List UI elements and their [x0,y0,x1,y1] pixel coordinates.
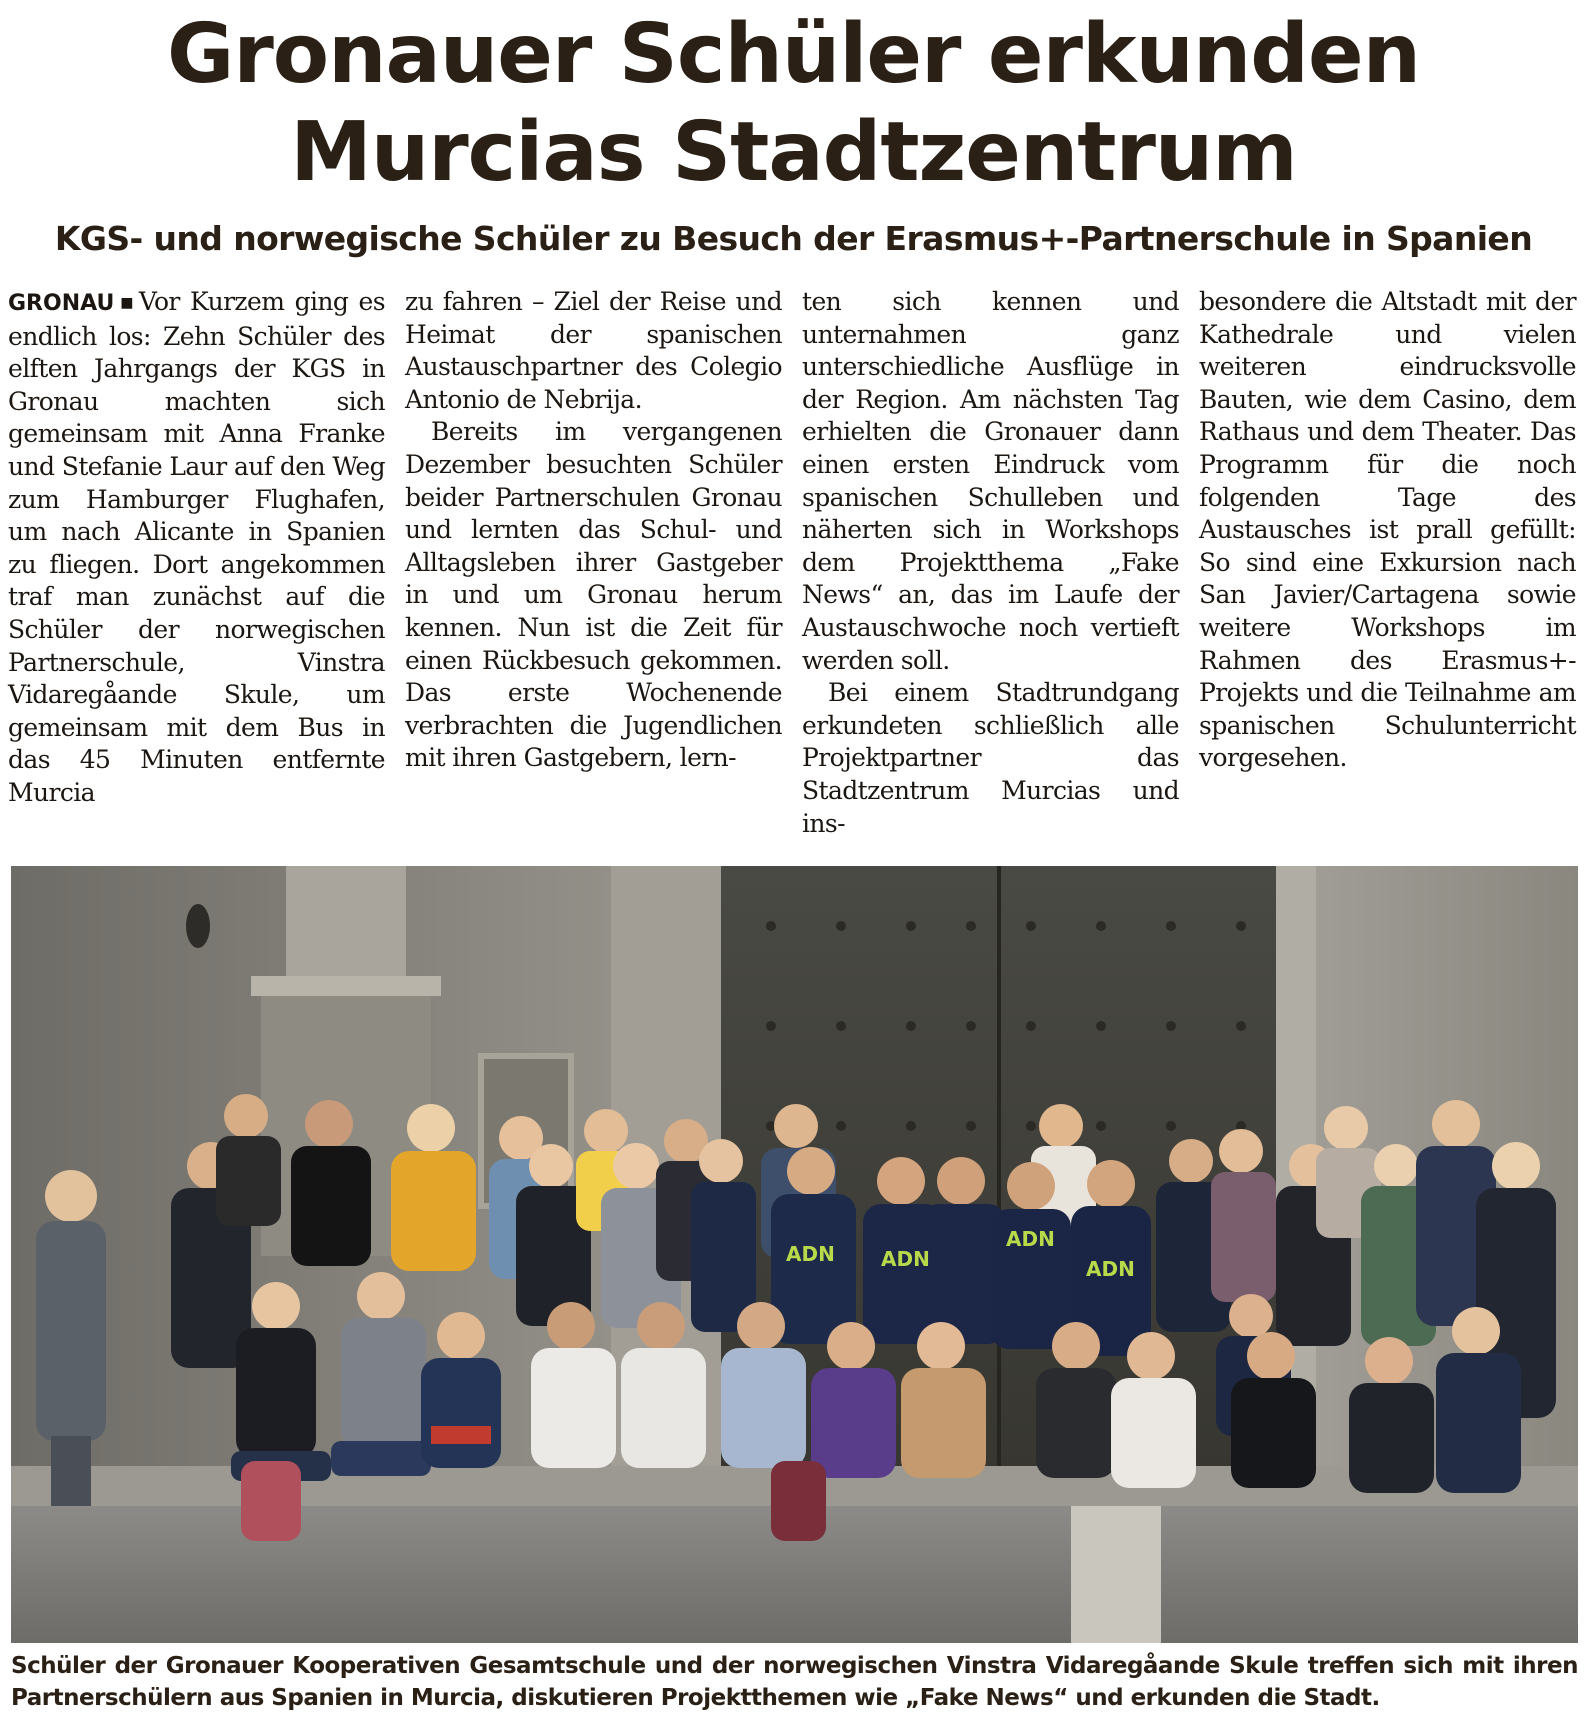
headline-line-2: Murcias Stadtzentrum [290,105,1297,200]
group-photo-illustration [11,866,1578,1643]
headline [0,6,1587,202]
column-base [251,976,441,996]
marble-strip [1071,1506,1161,1643]
shirt-print-text: ADN [1086,1257,1135,1281]
article-column-2 [405,286,782,806]
article-column-3 [802,286,1179,838]
headline-line-1: Gronauer Schüler erkunden [167,7,1420,102]
article-body [8,286,1578,838]
paragraph: besondere die Altstadt mit der Kathedrale und vielen weiteren eindrucksvolle Bauten, wie dem Casino, dem Rathaus und dem Theater. Das Programm für die noch folgenden Tage des Austausches ist prall gefüllt: So sind eine Exkursion nach San Javier/Cartagena sowie weitere Workshops im Rahmen des Erasmus+-Projekts und die Teilnahme am spanischen Schulunterricht vorgesehen. [1199,287,1576,773]
dateline: GRONAU [8,291,115,316]
small-window [186,904,210,948]
paragraph: ten sich kennen und unternahmen ganz unterschiedliche Ausflüge in der Region. Am nächsten Tag erhielten die Gronauer dann einen ersten Eindruck vom spanischen Schulleben und näherten sich in Workshops dem Projektthema „Fake News“ an, das im Laufe der Austauschwoche noch vertieft werden soll. [802,287,1179,675]
subheadline: KGS- und norwegische Schüler zu Besuch der Erasmus+-Partnerschule in Spanien [54,219,1533,258]
paragraph: Vor Kurzem ging es endlich los: Zehn Schüler des elften Jahrgangs der KGS in Gronau machten sich gemeinsam mit Anna Franke und Stefanie Laur auf den Weg zum Hamburger Flughafen, um nach Alicante in Spanien zu fliegen. Dort angekommen traf man zunächst auf die Schüler der norwegischen Partnerschule, Vinstra Vidaregåande Skule, um gemeinsam mit dem Bus in das 45 Minuten entfernte Murcia [8,287,385,807]
backpack [771,1461,826,1541]
shirt-print-text: ADN [1006,1227,1055,1251]
backpack [241,1461,301,1541]
paragraph: Bei einem Stadtrundgang erkundeten schließlich alle Projektpartner das Stadtzentrum Murcias und ins- [802,678,1179,838]
article-column-4 [1199,286,1576,806]
shirt-print-text: ADN [786,1242,835,1266]
group-photo [11,866,1578,1643]
photo-caption: Schüler der Gronauer Kooperativen Gesamtschule und der norwegischen Vinstra Vidaregåande Skule treffen sich mit ihren Partnerschülern aus Spanien in Murcia, diskutieren Projektthemen wie „Fake News“ und erkunden die Stadt. [11,1653,1578,1711]
shirt-print-text: ADN [881,1247,930,1271]
column-shaft [286,866,406,986]
article-column-1 [8,286,385,806]
paragraph: zu fahren – Ziel der Reise und Heimat der spanischen Austauschpartner des Colegio Antonio de Nebrija. [405,287,782,414]
paragraph: Bereits im vergangenen Dezember besuchten Schüler beider Partnerschulen Gronau und lernten das Schul- und Alltagsleben ihrer Gastgeber in und um Gronau herum kennen. Nun ist die Zeit für einen Rückbesuch gekommen. Das erste Wochenende verbrachten die Jugendlichen mit ihren Gastgebern, lern- [405,417,782,773]
dateline-separator: ■ [117,295,136,311]
